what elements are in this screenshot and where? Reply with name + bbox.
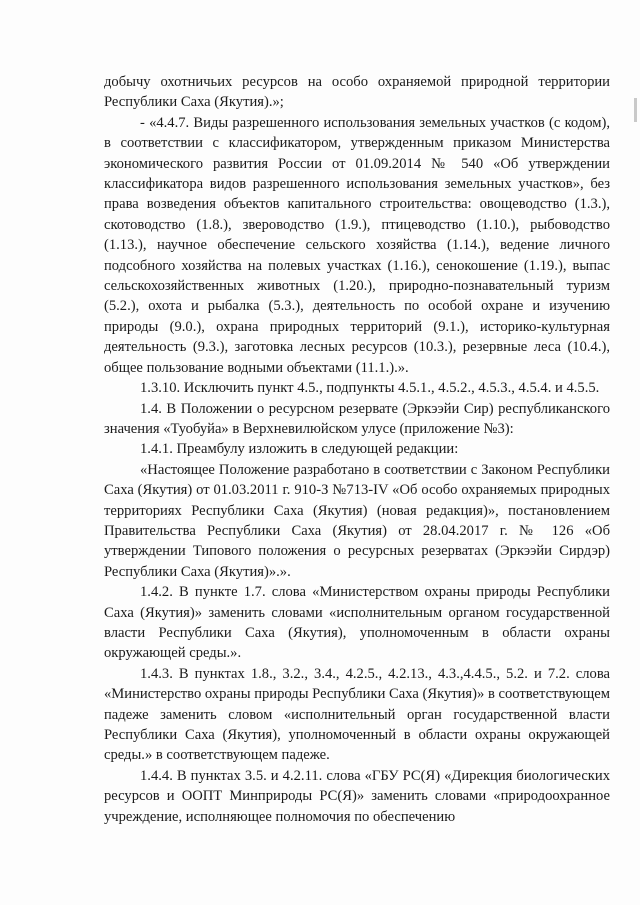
- document-body: [104, 72, 610, 827]
- paragraph-1-4-2: 1.4.2. В пункте 1.7. слова «Министерством охраны природы Республики Саха (Якутия)» заменить словами «исполнительным органом государственной власти Республики Саха (Якутия), уполномоченным в области охраны окружающей среды.».: [104, 584, 610, 662]
- paragraph-1-3-10: 1.3.10. Исключить пункт 4.5., подпункты 4.5.1., 4.5.2., 4.5.3., 4.5.4. и 4.5.5.: [140, 380, 600, 397]
- paragraph-1-4-3: 1.4.3. В пунктах 1.8., 3.2., 3.4., 4.2.5., 4.2.13., 4.3.,4.4.5., 5.2. и 7.2. слова «Министерство охраны природы Республики Саха (Якутия)» в соответствующем падеже заменить словом «исполнительный орган государственной власти Республики Саха (Якутия), уполномоченный в области охраны окружающей среды.» в соответствующем падеже.: [104, 665, 610, 764]
- paragraph-preamble: «Настоящее Положение разработано в соответствии с Законом Республики Саха (Якутия) от 01.03.2011 г. 910-З №713-IV «Об особо охраняемых природных территориях Республики Саха (Якутия) (новая редакция)», постановлением Правительства Республики Саха (Якутия) от 28.04.2017 г. № 126 «Об утверждении Типового положения о ресурсных резерватах (Эркээйи Сирдэр) Республики Саха (Якутия)».».: [104, 461, 610, 580]
- paragraph-1-4-4: 1.4.4. В пунктах 3.5. и 4.2.11. слова «ГБУ РС(Я) «Дирекция биологических ресурсов и ООПТ Минприроды РС(Я)» заменить словами «природоохранное учреждение, исполняющее полномочия по обеспечению: [104, 767, 610, 825]
- scan-edge-mark: [634, 98, 637, 122]
- paragraph-4-4-7: - «4.4.7. Виды разрешенного использования земельных участков (с кодом), в соответствии с классификатором, утвержденным приказом Министерства экономического развития России от 01.09.2014 № 540 «Об утверждении классификатора видов разрешенного использования земельных участков», без права возведения объектов капитального строительства: овощеводство (1.3.), скотоводство (1.8.), звероводство (1.9.), птицеводство (1.10.), рыбоводство (1.13.), научное обеспечение сельского хозяйства (1.14.), ведение личного подсобного хозяйства на полевых участках (1.16.), сенокошение (1.19.), выпас сельскохозяйственных животных (1.20.), природно-познавательный туризм (5.2.), охота и рыбалка (5.3.), деятельность по особой охране и изучению природы (9.0.), охрана природных территорий (9.1.), историко-культурная деятельность (9.3.), заготовка лесных ресурсов (10.3.), резервные леса (10.4.), общее пользование водными объектами (11.1.).».: [104, 114, 610, 376]
- paragraph-1-4: 1.4. В Положении о ресурсном резервате (Эркээйи Сир) республиканского значения «Туобуйа» в Верхневилюйском улусе (приложение №3):: [104, 400, 610, 437]
- paragraph-1-4-1: 1.4.1. Преамбулу изложить в следующей редакции:: [140, 441, 459, 458]
- paragraph-continuation: добычу охотничьих ресурсов на особо охраняемой природной территории Республики Саха (Якутия).»;: [104, 74, 610, 111]
